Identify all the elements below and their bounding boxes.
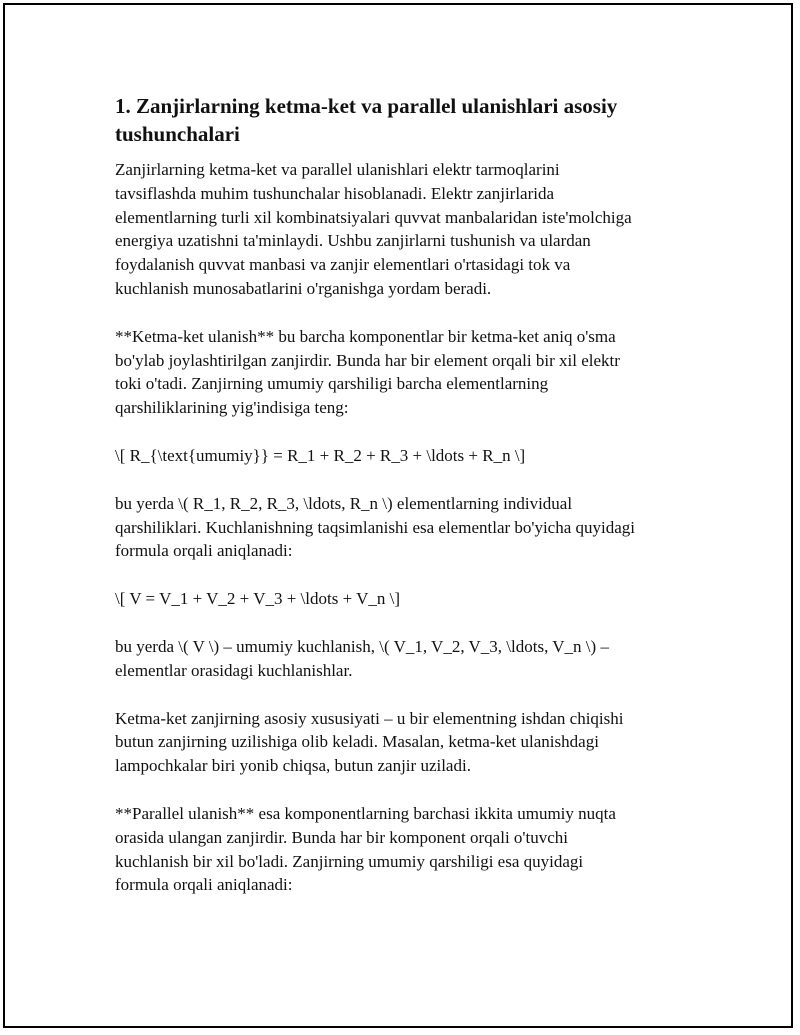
paragraph-parallel-definition: **Parallel ulanish** esa komponentlarning barchasi ikkita umumiy nuqta orasida ulangan zanjirdir. Bunda har bir komponent orqali o'tuvchi kuchlanish bir xil bo'ladi. Zanjirning umumiy qarshiligi esa quyidagi formula orqali aniqlanadi: <box>115 803 616 895</box>
document-body <box>115 92 685 921</box>
paragraph-series-property: Ketma-ket zanjirning asosiy xususiyati – u bir elementning ishdan chiqishi butun zanjirning uzilishiga olib keladi. Masalan, ketma-ket ulanishdagi lampochkalar biri yonib chiqsa, butun zanjir uziladi. <box>115 708 624 776</box>
section-heading: 1. Zanjirlarning ketma-ket va parallel ulanishlari asosiy tushunchalari <box>115 94 618 146</box>
paragraph-intro: Zanjirlarning ketma-ket va parallel ulanishlari elektr tarmoqlarini tavsiflashda muhim tushunchalar hisoblanadi. Elektr zanjirlarida elementlarning turli xil kombinatsiyalari quvvat manbalaridan iste'molchiga energiya uzatishni ta'minlaydi. Ushbu zanjirlarni tushunish va ulardan foydalanish quvvat manbasi va zanjir elementlari o'rtasidagi tok va kuchlanish munosabatlarini o'rganishga yordam beradi. <box>115 160 632 298</box>
formula-total-resistance: \[ R_{\text{umumiy}} = R_1 + R_2 + R_3 + \ldots + R_n \] <box>115 445 526 465</box>
paragraph-resistance-explanation: bu yerda \( R_1, R_2, R_3, \ldots, R_n \) elementlarning individual qarshiliklari. Kuchlanishning taqsimlanishi esa elementlar bo'yicha quyidagi formula orqali aniqlanadi: <box>115 493 636 561</box>
formula-total-voltage: \[ V = V_1 + V_2 + V_3 + \ldots + V_n \] <box>115 589 401 609</box>
paragraph-series-definition: **Ketma-ket ulanish** bu barcha komponentlar bir ketma-ket aniq o'sma bo'ylab joylashtirilgan zanjirdir. Bunda har bir element orqali bir xil elektr toki o'tadi. Zanjirning umumiy qarshiligi barcha elementlarning qarshiliklarining yig'indisiga teng: <box>115 326 620 418</box>
paragraph-voltage-explanation: bu yerda \( V \) – umumiy kuchlanish, \( V_1, V_2, V_3, \ldots, V_n \) – elementlar orasidagi kuchlanishlar. <box>115 636 609 680</box>
